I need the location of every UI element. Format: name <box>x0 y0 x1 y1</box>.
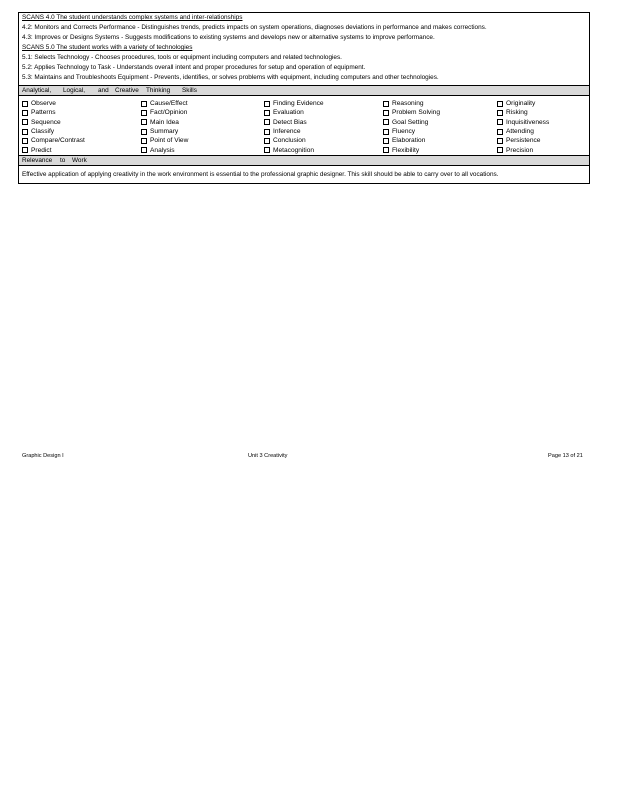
skill-label: Summary <box>150 128 179 136</box>
scans-5-2: 5.2: Applies Technology to Task - Understands overall intent and proper procedures for setup and operation of equipment. <box>22 64 366 71</box>
skill-label: Elaboration <box>392 137 426 145</box>
skill-label: Fact/Opinion <box>150 109 188 117</box>
skill-item[interactable] <box>383 108 440 117</box>
checkbox[interactable] <box>497 110 503 116</box>
skill-label: Main Idea <box>150 118 179 126</box>
skill-item[interactable] <box>497 127 549 136</box>
skills-checklist <box>19 97 589 154</box>
skill-item[interactable] <box>497 99 549 108</box>
skill-label: Classify <box>31 128 55 136</box>
footer-page: Page 13 of 21 <box>548 453 583 459</box>
skill-item[interactable] <box>141 127 188 136</box>
skill-item[interactable] <box>497 136 549 145</box>
skill-label: Conclusion <box>273 137 306 145</box>
skill-item[interactable] <box>497 145 549 154</box>
skill-item[interactable] <box>141 99 188 108</box>
thinking-header-word: Thinking <box>146 87 171 94</box>
skill-item[interactable] <box>264 118 324 127</box>
checkbox[interactable] <box>383 101 389 107</box>
skill-item[interactable] <box>22 99 85 108</box>
thinking-header-word: Creative <box>115 87 139 94</box>
scans-4-3: 4.3: Improves or Designs Systems - Suggests modifications to existing systems and develops new or alternative systems to improve performance. <box>22 34 435 41</box>
skill-item[interactable] <box>141 136 188 145</box>
skill-item[interactable] <box>383 127 440 136</box>
skill-item[interactable] <box>22 127 85 136</box>
checkbox[interactable] <box>264 119 270 125</box>
skills-column <box>22 99 85 155</box>
checkbox[interactable] <box>264 110 270 116</box>
scans-5-3: 5.3: Maintains and Troubleshoots Equipment - Prevents, identifies, or solves problems with equipment, including computers and other technologies. <box>22 74 439 81</box>
checkbox[interactable] <box>497 138 503 144</box>
skill-item[interactable] <box>141 108 188 117</box>
skill-label: Evaluation <box>273 109 304 117</box>
skill-item[interactable] <box>22 108 85 117</box>
checkbox[interactable] <box>22 147 28 153</box>
relevance-header-word: Work <box>72 157 87 164</box>
scans-4-2: 4.2: Monitors and Corrects Performance - Distinguishes trends, predicts impacts on system operations, diagnoses deviations in performance and makes corrections. <box>22 24 487 31</box>
checkbox[interactable] <box>22 101 28 107</box>
relevance-text: Effective application of applying creativity in the work environment is essential to the professional graphic designer. This skill should be able to carry over to all vocations. <box>22 171 499 178</box>
skill-label: Cause/Effect <box>150 100 188 108</box>
checkbox[interactable] <box>383 129 389 135</box>
checkbox[interactable] <box>22 138 28 144</box>
checkbox[interactable] <box>497 101 503 107</box>
skill-label: Reasoning <box>392 100 424 108</box>
checkbox[interactable] <box>264 147 270 153</box>
footer-unit: Unit 3 Creativity <box>248 453 288 459</box>
skill-label: Metacognition <box>273 146 315 154</box>
thinking-header-word: Logical, <box>63 87 86 94</box>
skill-label: Inquisitiveness <box>506 118 550 126</box>
skill-item[interactable] <box>264 108 324 117</box>
checkbox[interactable] <box>497 119 503 125</box>
checkbox[interactable] <box>141 119 147 125</box>
skill-label: Persistence <box>506 137 541 145</box>
checkbox[interactable] <box>22 110 28 116</box>
thinking-header-word: and <box>98 87 109 94</box>
skill-label: Originality <box>506 100 536 108</box>
checkbox[interactable] <box>497 147 503 153</box>
scans-table <box>18 12 590 184</box>
skill-item[interactable] <box>383 118 440 127</box>
skill-label: Problem Solving <box>392 109 441 117</box>
skill-label: Analysis <box>150 146 175 154</box>
skill-item[interactable] <box>383 145 440 154</box>
skill-label: Precision <box>506 146 534 154</box>
skill-item[interactable] <box>264 145 324 154</box>
checkbox[interactable] <box>141 101 147 107</box>
skill-item[interactable] <box>264 99 324 108</box>
skill-label: Goal Setting <box>392 118 429 126</box>
skill-item[interactable] <box>22 136 85 145</box>
checkbox[interactable] <box>497 129 503 135</box>
checkbox[interactable] <box>141 138 147 144</box>
footer-course: Graphic Design I <box>22 453 64 459</box>
skills-column <box>497 99 549 155</box>
relevance-header <box>19 155 589 166</box>
skill-label: Patterns <box>31 109 56 117</box>
skill-item[interactable] <box>22 118 85 127</box>
skill-label: Compare/Contrast <box>31 137 85 145</box>
scans-4-heading: SCANS 4.0 The student understands complex systems and inter-relationships <box>22 14 243 21</box>
thinking-header-word: Skills <box>182 87 197 94</box>
skill-label: Sequence <box>31 118 61 126</box>
skill-item[interactable] <box>141 118 188 127</box>
skills-column <box>264 99 324 155</box>
checkbox[interactable] <box>141 147 147 153</box>
skill-item[interactable] <box>141 145 188 154</box>
checkbox[interactable] <box>383 119 389 125</box>
scans-5-heading: SCANS 5.0 The student works with a variety of technologies <box>22 44 193 51</box>
skills-column <box>383 99 440 155</box>
skill-label: Observe <box>31 100 56 108</box>
checkbox[interactable] <box>383 110 389 116</box>
skill-label: Predict <box>31 146 52 154</box>
skill-label: Flexibility <box>392 146 420 154</box>
checkbox[interactable] <box>264 101 270 107</box>
skill-item[interactable] <box>264 136 324 145</box>
skill-label: Finding Evidence <box>273 100 324 108</box>
checkbox[interactable] <box>264 129 270 135</box>
thinking-header-word: Analytical, <box>22 87 52 94</box>
scans-5-1: 5.1: Selects Technology - Chooses procedures, tools or equipment including computers and related technologies. <box>22 54 342 61</box>
skill-item[interactable] <box>497 108 549 117</box>
skill-label: Fluency <box>392 128 416 136</box>
checkbox[interactable] <box>22 119 28 125</box>
skill-item[interactable] <box>264 127 324 136</box>
relevance-header-word: Relevance <box>22 157 53 164</box>
checkbox[interactable] <box>22 129 28 135</box>
skill-item[interactable] <box>383 99 440 108</box>
checkbox[interactable] <box>141 129 147 135</box>
checkbox[interactable] <box>264 138 270 144</box>
skill-item[interactable] <box>497 118 549 127</box>
skill-label: Risking <box>506 109 528 117</box>
skills-column <box>141 99 188 155</box>
skill-item[interactable] <box>22 145 85 154</box>
thinking-skills-header <box>19 85 589 96</box>
skill-label: Attending <box>506 128 534 136</box>
checkbox[interactable] <box>141 110 147 116</box>
skill-label: Inference <box>273 128 301 136</box>
skill-item[interactable] <box>383 136 440 145</box>
checkbox[interactable] <box>383 147 389 153</box>
skill-label: Detect Bias <box>273 118 307 126</box>
skill-label: Point of View <box>150 137 189 145</box>
checkbox[interactable] <box>383 138 389 144</box>
relevance-header-word: to <box>60 157 66 164</box>
